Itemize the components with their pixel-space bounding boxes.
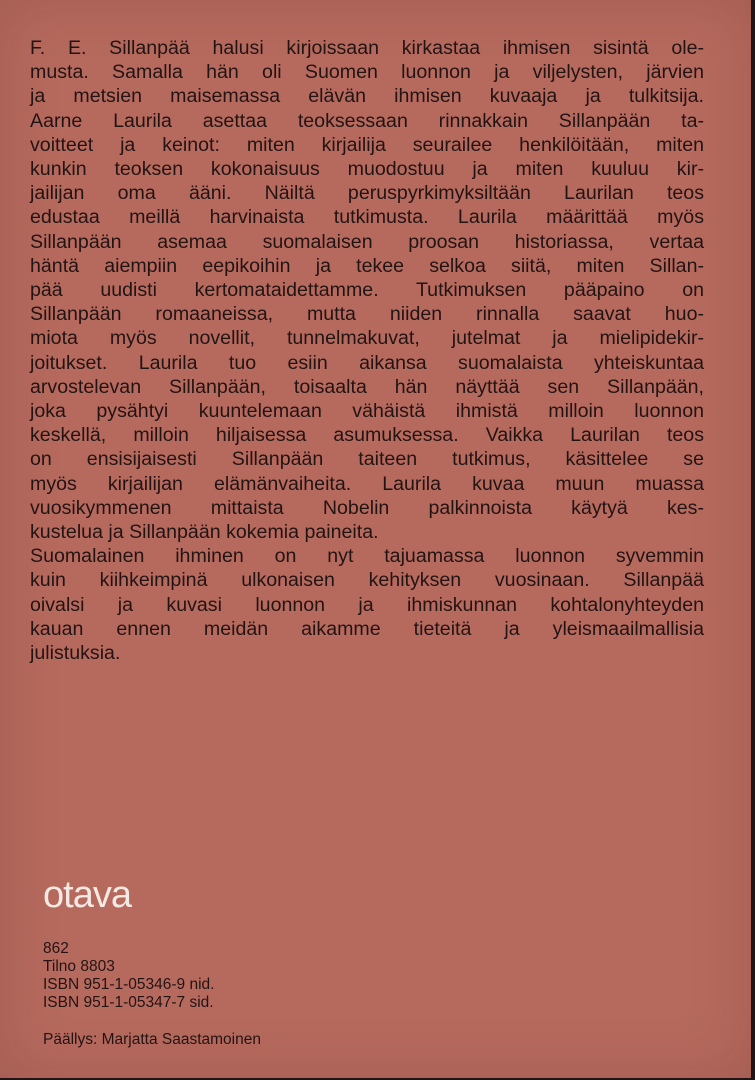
- blurb-line: kustelua ja Sillanpään kokemia paineita.: [30, 521, 379, 544]
- isbn-paperback: ISBN 951-1-05346-9 nid.: [43, 976, 215, 993]
- blurb-line: musta. Samalla hän oli Suomen luonnon ja viljelysten, järvien: [30, 61, 704, 84]
- blurb-line: kauan ennen meidän aikamme tieteitä ja yleismaailmallisia: [30, 617, 704, 640]
- blurb-line: kunkin teoksen kokonaisuus muodostuu ja miten kuuluu kir-: [30, 158, 704, 181]
- blurb-line: Sillanpään romaaneissa, mutta niiden rinnalla saavat huo-: [30, 303, 704, 326]
- blurb-line: edustaa meillä harvinaista tutkimusta. Laurila määrittää myös: [30, 206, 704, 229]
- blurb-line: voitteet ja keinot: miten kirjailija seurailee henkilöitään, miten: [30, 133, 704, 156]
- blurb-line: oivalsi ja kuvasi luonnon ja ihmiskunnan kohtalonyhteyden: [30, 593, 704, 616]
- blurb-line: julistuksia.: [30, 642, 121, 665]
- blurb-line: kuin kiihkeimpinä ulkonaisen kehityksen vuosinaan. Sillanpää: [30, 569, 704, 592]
- blurb-line: vuosikymmenen mittaista Nobelin palkinnoista käytyä kes-: [30, 496, 704, 519]
- blurb-line: pää uudisti kertomataidettamme. Tutkimuksen pääpaino on: [30, 279, 704, 302]
- isbn-hardcover: ISBN 951-1-05347-7 sid.: [43, 994, 214, 1011]
- blurb-line: arvostelevan Sillanpään, toisaalta hän näyttää sen Sillanpään,: [30, 375, 704, 398]
- blurb-line: joitukset. Laurila tuo esiin aikansa suomalaista yhteiskuntaa: [30, 351, 704, 374]
- blurb-line: häntä aiempiin eepikoihin ja tekee selkoa siitä, miten Sillan-: [30, 254, 704, 277]
- publisher-logo: otava: [43, 874, 131, 916]
- blurb-line: jailijan oma ääni. Näiltä peruspyrkimyksiltään Laurilan teos: [30, 182, 704, 205]
- blurb-text: [30, 36, 704, 665]
- blurb-line: Sillanpään asemaa suomalaisen proosan historiassa, vertaa: [30, 230, 704, 253]
- blurb-line: keskellä, milloin hiljaisessa asumuksessa. Vaikka Laurilan teos: [30, 424, 704, 447]
- blurb-line: miota myös novellit, tunnelmakuvat, jutelmat ja mielipidekir-: [30, 327, 704, 350]
- blurb-line: Aarne Laurila asettaa teoksessaan rinnakkain Sillanpään ta-: [30, 109, 704, 132]
- order-number: Tilno 8803: [43, 958, 115, 975]
- blurb-line: F. E. Sillanpää halusi kirjoissaan kirkastaa ihmisen sisintä ole-: [30, 37, 704, 59]
- blurb-line: joka pysähtyi kuuntelemaan vähäistä ihmistä milloin luonnon: [30, 400, 704, 423]
- blurb-line: on ensisijaisesti Sillanpään taiteen tutkimus, käsittelee se: [30, 448, 704, 471]
- imprint-block: [43, 940, 214, 1012]
- blurb-line: ja metsien maisemassa elävän ihmisen kuvaaja ja tulkitsija.: [30, 85, 704, 108]
- cover-design-credit: Päällys: Marjatta Saastamoinen: [43, 1031, 261, 1048]
- blurb-line: myös kirjailijan elämänvaiheita. Laurila kuvaa muun muassa: [30, 472, 704, 495]
- series-number: 862: [43, 940, 69, 957]
- blurb-line: Suomalainen ihminen on nyt tajuamassa luonnon syvemmin: [30, 545, 704, 568]
